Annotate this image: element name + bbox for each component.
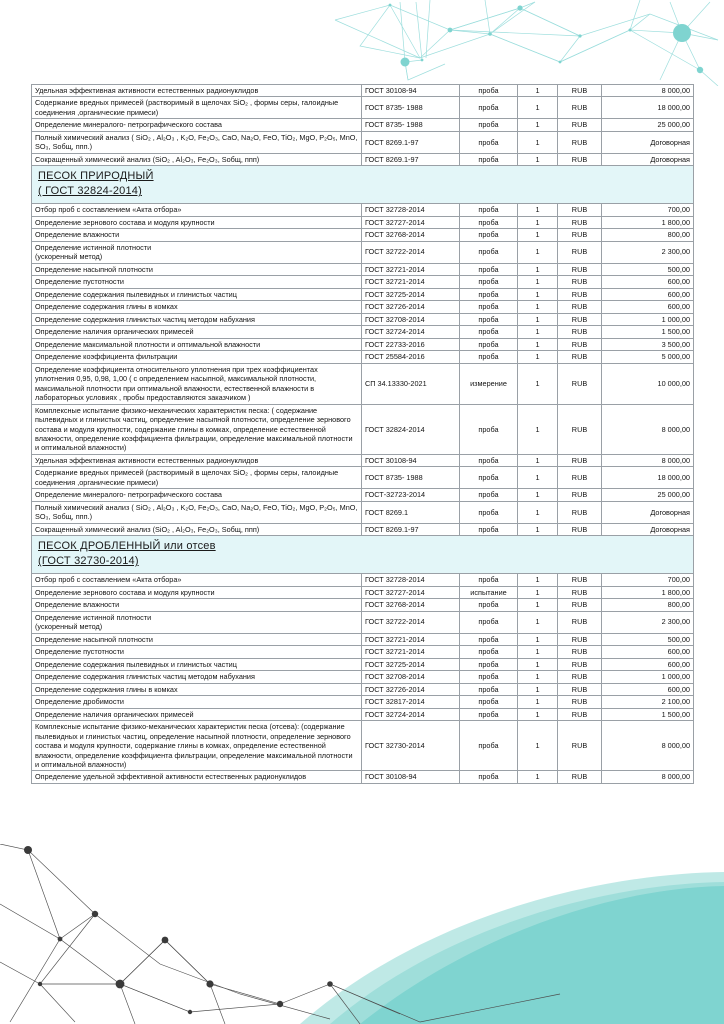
currency-cell: RUB bbox=[558, 404, 602, 454]
section-title: ПЕСОК ДРОБЛЕННЫЙ или отсев bbox=[38, 540, 216, 553]
currency-cell: RUB bbox=[558, 363, 602, 404]
unit-cell: проба bbox=[460, 633, 518, 645]
unit-cell: проба bbox=[460, 771, 518, 783]
table-row bbox=[32, 153, 694, 165]
unit-cell: проба bbox=[460, 351, 518, 363]
price-cell: 1 000,00 bbox=[602, 313, 694, 325]
quantity-cell: 1 bbox=[518, 85, 558, 97]
standard-cell: ГОСТ 8269.1-97 bbox=[362, 153, 460, 165]
price-cell: 1 000,00 bbox=[602, 671, 694, 683]
price-cell: 600,00 bbox=[602, 288, 694, 300]
price-cell: 10 000,00 bbox=[602, 363, 694, 404]
standard-cell: ГОСТ 32724-2014 bbox=[362, 326, 460, 338]
service-name-cell: Определение истинной плотности (ускоренный метод) bbox=[32, 241, 362, 263]
service-name-cell: Отбор проб с составлением «Акта отбора» bbox=[32, 574, 362, 586]
unit-cell: испытание bbox=[460, 586, 518, 598]
service-name-cell: Определение содержания пылевидных и глинистых частиц bbox=[32, 658, 362, 670]
price-cell: Договорная bbox=[602, 523, 694, 535]
unit-cell: проба bbox=[460, 204, 518, 216]
unit-cell: проба bbox=[460, 241, 518, 263]
standard-cell: ГОСТ 22733-2016 bbox=[362, 338, 460, 350]
currency-cell: RUB bbox=[558, 586, 602, 598]
service-name-cell: Определение истинной плотности (ускоренный метод) bbox=[32, 611, 362, 633]
quantity-cell: 1 bbox=[518, 771, 558, 783]
currency-cell: RUB bbox=[558, 467, 602, 489]
service-name-cell: Сокращенный химический анализ (SiO₂ , Al₂O₃, Fe₂O₃, Sобщ, ппп) bbox=[32, 153, 362, 165]
table-row bbox=[32, 97, 694, 119]
table-row bbox=[32, 338, 694, 350]
currency-cell: RUB bbox=[558, 216, 602, 228]
service-name-cell: Определение влажности bbox=[32, 599, 362, 611]
quantity-cell: 1 bbox=[518, 658, 558, 670]
currency-cell: RUB bbox=[558, 153, 602, 165]
currency-cell: RUB bbox=[558, 646, 602, 658]
unit-cell: проба bbox=[460, 338, 518, 350]
quantity-cell: 1 bbox=[518, 611, 558, 633]
service-name-cell: Определение содержания глинистых частиц методом набухания bbox=[32, 671, 362, 683]
price-cell: Договорная bbox=[602, 131, 694, 153]
standard-cell: ГОСТ 32727-2014 bbox=[362, 216, 460, 228]
price-table bbox=[31, 84, 694, 784]
standard-cell: ГОСТ-32723-2014 bbox=[362, 489, 460, 501]
standard-cell: ГОСТ 8735- 1988 bbox=[362, 467, 460, 489]
table-row bbox=[32, 708, 694, 720]
currency-cell: RUB bbox=[558, 204, 602, 216]
service-name-cell: Содержание вредных примесей (растворимый в щелочах SiO₂ , формы серы, галоидные соединения ,органические примеси) bbox=[32, 467, 362, 489]
standard-cell: ГОСТ 8269.1-97 bbox=[362, 523, 460, 535]
currency-cell: RUB bbox=[558, 85, 602, 97]
price-cell: 2 300,00 bbox=[602, 611, 694, 633]
quantity-cell: 1 bbox=[518, 708, 558, 720]
quantity-cell: 1 bbox=[518, 574, 558, 586]
service-name-cell: Определение минералого- петрографического состава bbox=[32, 489, 362, 501]
unit-cell: проба bbox=[460, 301, 518, 313]
section-standard: ( ГОСТ 32824-2014) bbox=[38, 185, 142, 198]
service-name-cell: Определение зернового состава и модуля крупности bbox=[32, 586, 362, 598]
quantity-cell: 1 bbox=[518, 131, 558, 153]
service-name-cell: Определение содержания глины в комках bbox=[32, 301, 362, 313]
price-cell: 700,00 bbox=[602, 204, 694, 216]
quantity-cell: 1 bbox=[518, 683, 558, 695]
price-cell: 8 000,00 bbox=[602, 454, 694, 466]
table-row bbox=[32, 326, 694, 338]
quantity-cell: 1 bbox=[518, 721, 558, 771]
price-cell: 800,00 bbox=[602, 599, 694, 611]
unit-cell: проба bbox=[460, 599, 518, 611]
service-name-cell: Отбор проб с составлением «Акта отбора» bbox=[32, 204, 362, 216]
currency-cell: RUB bbox=[558, 721, 602, 771]
service-name-cell: Удельная эффективная активности естественных радионуклидов bbox=[32, 454, 362, 466]
price-cell: 700,00 bbox=[602, 574, 694, 586]
table-row bbox=[32, 301, 694, 313]
standard-cell: ГОСТ 32724-2014 bbox=[362, 708, 460, 720]
unit-cell: проба bbox=[460, 119, 518, 131]
quantity-cell: 1 bbox=[518, 671, 558, 683]
price-cell: 8 000,00 bbox=[602, 85, 694, 97]
unit-cell: проба bbox=[460, 313, 518, 325]
unit-cell: проба bbox=[460, 288, 518, 300]
table-row bbox=[32, 574, 694, 586]
unit-cell: проба bbox=[460, 454, 518, 466]
service-name-cell: Содержание вредных примесей (растворимый в щелочах SiO₂ , формы серы, галоидные соединения ,органические примеси) bbox=[32, 97, 362, 119]
unit-cell: проба bbox=[460, 85, 518, 97]
table-row bbox=[32, 683, 694, 695]
price-cell: 500,00 bbox=[602, 263, 694, 275]
table-row bbox=[32, 523, 694, 535]
service-name-cell: Удельная эффективная активности естественных радионуклидов bbox=[32, 85, 362, 97]
quantity-cell: 1 bbox=[518, 523, 558, 535]
price-cell: 25 000,00 bbox=[602, 489, 694, 501]
standard-cell: ГОСТ 32728-2014 bbox=[362, 574, 460, 586]
unit-cell: проба bbox=[460, 97, 518, 119]
table-row bbox=[32, 85, 694, 97]
quantity-cell: 1 bbox=[518, 229, 558, 241]
currency-cell: RUB bbox=[558, 599, 602, 611]
table-row bbox=[32, 288, 694, 300]
standard-cell: ГОСТ 32708-2014 bbox=[362, 671, 460, 683]
unit-cell: проба bbox=[460, 611, 518, 633]
price-cell: 600,00 bbox=[602, 683, 694, 695]
currency-cell: RUB bbox=[558, 119, 602, 131]
currency-cell: RUB bbox=[558, 263, 602, 275]
currency-cell: RUB bbox=[558, 97, 602, 119]
standard-cell: СП 34.13330-2021 bbox=[362, 363, 460, 404]
currency-cell: RUB bbox=[558, 501, 602, 523]
price-cell: 18 000,00 bbox=[602, 97, 694, 119]
service-name-cell: Комплексные испытание физико-механических характеристик песка: ( содержание пылевидных и глинистых частиц, определение насыпной плотности, определение зернового состава и модуля крупности, содержание глины в комках, определение естественной влажности, определение коэффициента фильтрации, определение максимальной плотности и оптимальной влажности) bbox=[32, 404, 362, 454]
table-row bbox=[32, 229, 694, 241]
currency-cell: RUB bbox=[558, 671, 602, 683]
currency-cell: RUB bbox=[558, 489, 602, 501]
price-cell: 18 000,00 bbox=[602, 467, 694, 489]
table-row bbox=[32, 671, 694, 683]
currency-cell: RUB bbox=[558, 633, 602, 645]
service-name-cell: Определение дробимости bbox=[32, 696, 362, 708]
standard-cell: ГОСТ 32721-2014 bbox=[362, 276, 460, 288]
price-cell: 1 500,00 bbox=[602, 708, 694, 720]
quantity-cell: 1 bbox=[518, 646, 558, 658]
standard-cell: ГОСТ 30108-94 bbox=[362, 454, 460, 466]
table-section-header bbox=[32, 166, 694, 204]
price-cell: 800,00 bbox=[602, 229, 694, 241]
currency-cell: RUB bbox=[558, 771, 602, 783]
quantity-cell: 1 bbox=[518, 326, 558, 338]
currency-cell: RUB bbox=[558, 276, 602, 288]
price-cell: 8 000,00 bbox=[602, 721, 694, 771]
quantity-cell: 1 bbox=[518, 351, 558, 363]
price-cell: Договорная bbox=[602, 501, 694, 523]
standard-cell: ГОСТ 32708-2014 bbox=[362, 313, 460, 325]
quantity-cell: 1 bbox=[518, 276, 558, 288]
unit-cell: проба bbox=[460, 646, 518, 658]
currency-cell: RUB bbox=[558, 351, 602, 363]
standard-cell: ГОСТ 32817-2014 bbox=[362, 696, 460, 708]
quantity-cell: 1 bbox=[518, 288, 558, 300]
table-row bbox=[32, 633, 694, 645]
table-row bbox=[32, 658, 694, 670]
standard-cell: ГОСТ 8735- 1988 bbox=[362, 97, 460, 119]
table-row bbox=[32, 611, 694, 633]
price-cell: 5 000,00 bbox=[602, 351, 694, 363]
standard-cell: ГОСТ 30108-94 bbox=[362, 771, 460, 783]
unit-cell: проба bbox=[460, 683, 518, 695]
standard-cell: ГОСТ 32725-2014 bbox=[362, 288, 460, 300]
unit-cell: проба bbox=[460, 229, 518, 241]
table-row bbox=[32, 771, 694, 783]
standard-cell: ГОСТ 30108-94 bbox=[362, 85, 460, 97]
quantity-cell: 1 bbox=[518, 467, 558, 489]
standard-cell: ГОСТ 32721-2014 bbox=[362, 633, 460, 645]
standard-cell: ГОСТ 32721-2014 bbox=[362, 263, 460, 275]
currency-cell: RUB bbox=[558, 454, 602, 466]
table-row bbox=[32, 721, 694, 771]
currency-cell: RUB bbox=[558, 611, 602, 633]
table-row bbox=[32, 263, 694, 275]
unit-cell: проба bbox=[460, 153, 518, 165]
service-name-cell: Определение насыпной плотности bbox=[32, 633, 362, 645]
unit-cell: проба bbox=[460, 467, 518, 489]
quantity-cell: 1 bbox=[518, 241, 558, 263]
quantity-cell: 1 bbox=[518, 501, 558, 523]
table-row bbox=[32, 276, 694, 288]
currency-cell: RUB bbox=[558, 683, 602, 695]
table-row bbox=[32, 467, 694, 489]
service-name-cell: Комплексные испытание физико-механических характеристик песка (отсева): (содержание пылевидных и глинистых частиц, определение насыпной плотности, определение зернового состава и модуля крупности, содержание глины в комках, определение естественной влажности, определение коэффициента фильтрации, определение максимальной плотности и оптимальной влажности) bbox=[32, 721, 362, 771]
price-table-body bbox=[32, 85, 694, 784]
teal-wave-shape bbox=[330, 882, 724, 1024]
standard-cell: ГОСТ 32721-2014 bbox=[362, 646, 460, 658]
quantity-cell: 1 bbox=[518, 363, 558, 404]
standard-cell: ГОСТ 32768-2014 bbox=[362, 229, 460, 241]
currency-cell: RUB bbox=[558, 131, 602, 153]
service-name-cell: Определение удельной эффективной активности естественных радионуклидов bbox=[32, 771, 362, 783]
standard-cell: ГОСТ 32728-2014 bbox=[362, 204, 460, 216]
table-row bbox=[32, 363, 694, 404]
price-cell: 2 100,00 bbox=[602, 696, 694, 708]
price-cell: 600,00 bbox=[602, 276, 694, 288]
quantity-cell: 1 bbox=[518, 404, 558, 454]
price-cell: 600,00 bbox=[602, 301, 694, 313]
service-name-cell: Определение минералого- петрографического состава bbox=[32, 119, 362, 131]
price-cell: 600,00 bbox=[602, 646, 694, 658]
table-row bbox=[32, 204, 694, 216]
unit-cell: проба bbox=[460, 658, 518, 670]
price-cell: 1 800,00 bbox=[602, 586, 694, 598]
quantity-cell: 1 bbox=[518, 263, 558, 275]
table-row bbox=[32, 216, 694, 228]
price-cell: 2 300,00 bbox=[602, 241, 694, 263]
currency-cell: RUB bbox=[558, 338, 602, 350]
standard-cell: ГОСТ 32730-2014 bbox=[362, 721, 460, 771]
quantity-cell: 1 bbox=[518, 696, 558, 708]
table-row bbox=[32, 599, 694, 611]
service-name-cell: Определение максимальной плотности и оптимальной влажности bbox=[32, 338, 362, 350]
price-cell: Договорная bbox=[602, 153, 694, 165]
unit-cell: проба bbox=[460, 404, 518, 454]
quantity-cell: 1 bbox=[518, 204, 558, 216]
section-title: ПЕСОК ПРИРОДНЫЙ bbox=[38, 170, 154, 183]
service-name-cell: Сокращенный химический анализ (SiO₂ , Al₂O₃, Fe₂O₃, Sобщ, ппп) bbox=[32, 523, 362, 535]
unit-cell: проба bbox=[460, 501, 518, 523]
quantity-cell: 1 bbox=[518, 599, 558, 611]
top-network-graphic bbox=[330, 0, 724, 86]
table-row bbox=[32, 404, 694, 454]
table-row bbox=[32, 696, 694, 708]
table-row bbox=[32, 351, 694, 363]
currency-cell: RUB bbox=[558, 288, 602, 300]
price-cell: 600,00 bbox=[602, 658, 694, 670]
section-standard: (ГОСТ 32730-2014) bbox=[38, 555, 139, 568]
quantity-cell: 1 bbox=[518, 454, 558, 466]
standard-cell: ГОСТ 32727-2014 bbox=[362, 586, 460, 598]
currency-cell: RUB bbox=[558, 229, 602, 241]
standard-cell: ГОСТ 32768-2014 bbox=[362, 599, 460, 611]
price-cell: 1 800,00 bbox=[602, 216, 694, 228]
table-row bbox=[32, 646, 694, 658]
unit-cell: проба bbox=[460, 574, 518, 586]
section-header-cell bbox=[32, 166, 694, 204]
unit-cell: проба bbox=[460, 696, 518, 708]
standard-cell: ГОСТ 8269.1-97 bbox=[362, 131, 460, 153]
table-row bbox=[32, 501, 694, 523]
standard-cell: ГОСТ 32722-2014 bbox=[362, 241, 460, 263]
price-sheet bbox=[31, 84, 693, 784]
unit-cell: проба bbox=[460, 523, 518, 535]
currency-cell: RUB bbox=[558, 523, 602, 535]
service-name-cell: Полный химический анализ ( SiO₂ , Al₂O₃ , K₂O, Fe₂O₃, CaO, Na₂O, FeO, TiO₂, MgO, P₂O₅, MnO, SO₃, Sобщ, ппп.) bbox=[32, 131, 362, 153]
currency-cell: RUB bbox=[558, 708, 602, 720]
service-name-cell: Определение пустотности bbox=[32, 276, 362, 288]
standard-cell: ГОСТ 25584-2016 bbox=[362, 351, 460, 363]
unit-cell: проба bbox=[460, 216, 518, 228]
unit-cell: проба bbox=[460, 708, 518, 720]
currency-cell: RUB bbox=[558, 696, 602, 708]
section-header-cell bbox=[32, 536, 694, 574]
price-cell: 500,00 bbox=[602, 633, 694, 645]
unit-cell: проба bbox=[460, 721, 518, 771]
service-name-cell: Определение коэффициента относительного уплотнения при трех коэффициентах уплотнения 0,95, 0,98, 1,00 ( с определением насыпной, максимальной плотности, максимальной плотности при оптимальной влажности, естественной влажности в лабораторных условиях , пробы предоставляются заказчиком ) bbox=[32, 363, 362, 404]
price-cell: 8 000,00 bbox=[602, 771, 694, 783]
currency-cell: RUB bbox=[558, 326, 602, 338]
quantity-cell: 1 bbox=[518, 216, 558, 228]
currency-cell: RUB bbox=[558, 301, 602, 313]
table-row bbox=[32, 131, 694, 153]
service-name-cell: Определение наличия органических примесей bbox=[32, 708, 362, 720]
standard-cell: ГОСТ 32725-2014 bbox=[362, 658, 460, 670]
quantity-cell: 1 bbox=[518, 97, 558, 119]
standard-cell: ГОСТ 32824-2014 bbox=[362, 404, 460, 454]
service-name-cell: Определение зернового состава и модуля крупности bbox=[32, 216, 362, 228]
price-cell: 3 500,00 bbox=[602, 338, 694, 350]
unit-cell: проба bbox=[460, 276, 518, 288]
service-name-cell: Определение содержания глинистых частиц методом набухания bbox=[32, 313, 362, 325]
quantity-cell: 1 bbox=[518, 633, 558, 645]
service-name-cell: Определение содержания пылевидных и глинистых частиц bbox=[32, 288, 362, 300]
price-cell: 8 000,00 bbox=[602, 404, 694, 454]
standard-cell: ГОСТ 8269.1 bbox=[362, 501, 460, 523]
unit-cell: измерение bbox=[460, 363, 518, 404]
service-name-cell: Определение насыпной плотности bbox=[32, 263, 362, 275]
standard-cell: ГОСТ 8735- 1988 bbox=[362, 119, 460, 131]
standard-cell: ГОСТ 32722-2014 bbox=[362, 611, 460, 633]
price-cell: 1 500,00 bbox=[602, 326, 694, 338]
quantity-cell: 1 bbox=[518, 313, 558, 325]
unit-cell: проба bbox=[460, 489, 518, 501]
table-row bbox=[32, 586, 694, 598]
table-row bbox=[32, 119, 694, 131]
service-name-cell: Определение наличия органических примесей bbox=[32, 326, 362, 338]
service-name-cell: Определение пустотности bbox=[32, 646, 362, 658]
bottom-network-graphic bbox=[0, 844, 724, 1024]
table-section-header bbox=[32, 536, 694, 574]
table-row bbox=[32, 313, 694, 325]
quantity-cell: 1 bbox=[518, 489, 558, 501]
table-row bbox=[32, 241, 694, 263]
standard-cell: ГОСТ 32726-2014 bbox=[362, 301, 460, 313]
quantity-cell: 1 bbox=[518, 338, 558, 350]
currency-cell: RUB bbox=[558, 241, 602, 263]
currency-cell: RUB bbox=[558, 574, 602, 586]
quantity-cell: 1 bbox=[518, 586, 558, 598]
currency-cell: RUB bbox=[558, 313, 602, 325]
service-name-cell: Определение коэффициента фильтрации bbox=[32, 351, 362, 363]
service-name-cell: Определение влажности bbox=[32, 229, 362, 241]
table-row bbox=[32, 454, 694, 466]
quantity-cell: 1 bbox=[518, 119, 558, 131]
currency-cell: RUB bbox=[558, 658, 602, 670]
unit-cell: проба bbox=[460, 131, 518, 153]
service-name-cell: Полный химический анализ ( SiO₂ , Al₂O₃ , K₂O, Fe₂O₃, CaO, Na₂O, FeO, TiO₂, MgO, P₂O₅, MnO, SO₃, Sобщ, ппп.) bbox=[32, 501, 362, 523]
unit-cell: проба bbox=[460, 263, 518, 275]
unit-cell: проба bbox=[460, 671, 518, 683]
price-cell: 25 000,00 bbox=[602, 119, 694, 131]
service-name-cell: Определение содержания глины в комках bbox=[32, 683, 362, 695]
quantity-cell: 1 bbox=[518, 301, 558, 313]
standard-cell: ГОСТ 32726-2014 bbox=[362, 683, 460, 695]
quantity-cell: 1 bbox=[518, 153, 558, 165]
unit-cell: проба bbox=[460, 326, 518, 338]
table-row bbox=[32, 489, 694, 501]
